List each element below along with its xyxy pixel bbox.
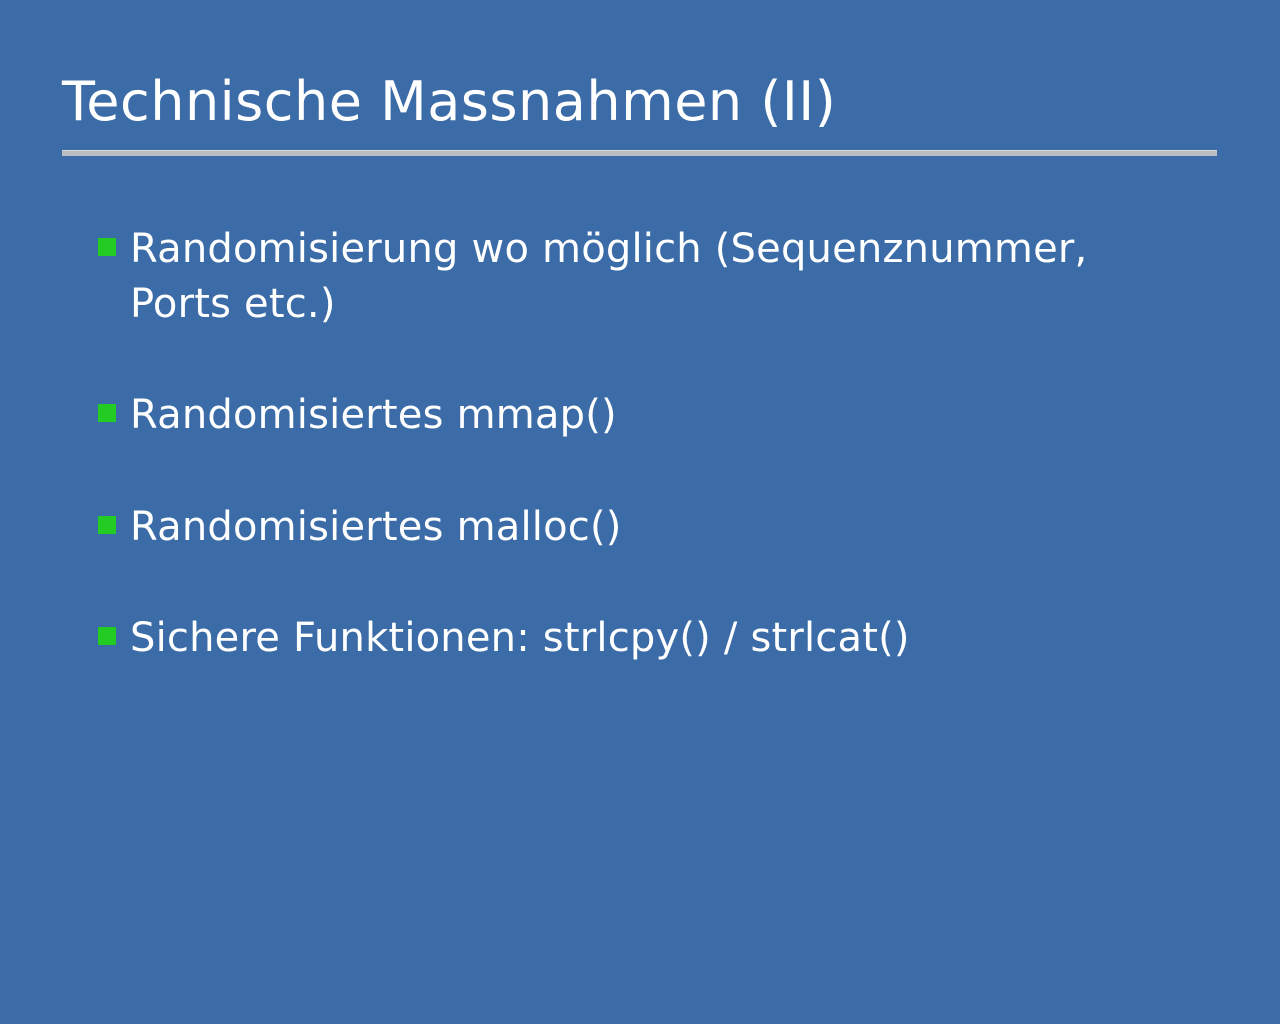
list-item <box>98 222 1218 332</box>
list-item <box>98 388 1218 443</box>
square-bullet-icon <box>98 404 116 422</box>
square-bullet-icon <box>98 516 116 534</box>
title-divider <box>62 150 1217 156</box>
square-bullet-icon <box>98 238 116 256</box>
square-bullet-icon <box>98 627 116 645</box>
page-title: Technische Massnahmen (II) <box>62 70 837 133</box>
bullet-list <box>98 222 1218 722</box>
list-item-label: Sichere Funktionen: strlcpy() / strlcat() <box>130 614 910 661</box>
list-item-label: Randomisierung wo möglich (Sequenznummer, Ports etc.) <box>130 226 1088 328</box>
list-item-label: Randomisiertes mmap() <box>130 392 617 439</box>
list-item <box>98 500 1218 555</box>
list-item <box>98 611 1218 666</box>
list-item-label: Randomisiertes malloc() <box>130 503 622 550</box>
